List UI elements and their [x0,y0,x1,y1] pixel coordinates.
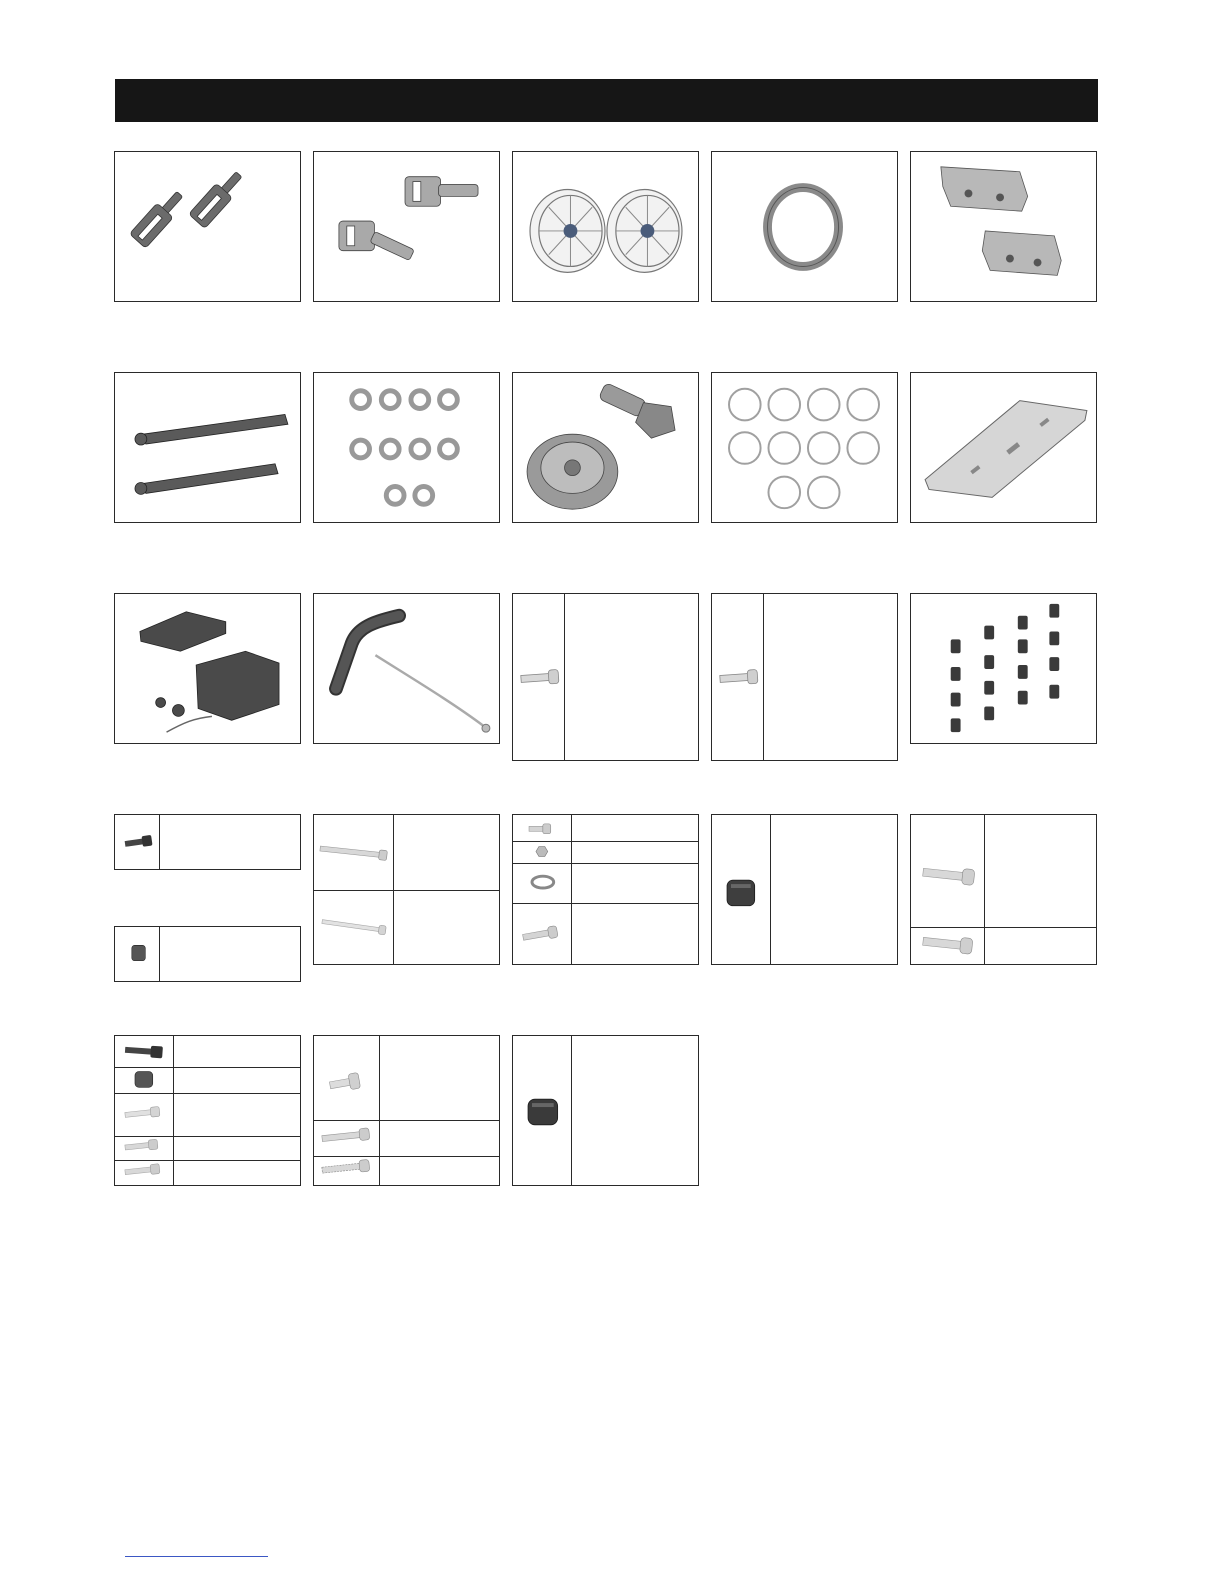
o-ring-icon [712,152,897,301]
footer-link[interactable] [125,1556,268,1557]
part-hardware-set-screw-small [114,926,301,982]
wheel-icon [513,152,698,301]
part-hardware-three [313,1035,500,1186]
chassis-plate-icon [911,373,1096,522]
part-hardware-long-screws [313,814,500,965]
part-hardware-set-screw-large [512,1035,699,1186]
screw-icon [712,594,897,760]
o-ring-set-icon [712,373,897,522]
drive-cup-icon [115,152,300,301]
set-screw-icon [911,594,1096,743]
gear-icon [513,373,698,522]
set-screw-icon [115,927,300,981]
battery-box-icon [115,594,300,743]
screw-pair-icon [911,815,1096,964]
screw-trio-icon [314,1036,499,1185]
part-exhaust-pipe [313,593,500,744]
set-screw-large-icon [513,1036,698,1185]
cap-screw-icon [115,815,300,869]
part-shim-set [313,372,500,523]
part-chassis-plate [910,372,1097,523]
part-axle-shaft-pair [114,372,301,523]
mixed-hardware-icon [513,815,698,964]
part-battery-box-set [114,593,301,744]
part-hardware-screws-two [910,814,1097,965]
part-hardware-mixed [512,814,699,965]
part-o-ring-set [711,372,898,523]
part-set-screw-pack [910,593,1097,744]
part-screw-single-a [512,593,699,761]
part-hardware-five [114,1035,301,1186]
part-screw-single-b [711,593,898,761]
section-header-bar [115,79,1098,122]
part-mount-block-pair [910,151,1097,302]
shim-icon [314,373,499,522]
exhaust-pipe-icon [314,594,499,743]
long-screw-icon [314,815,499,964]
part-o-ring [711,151,898,302]
mount-block-icon [911,152,1096,301]
part-drive-cup-pair-a [114,151,301,302]
part-hardware-cap-screw [114,814,301,870]
part-drive-cup-pair-b [313,151,500,302]
part-hardware-set-screw [711,814,898,965]
screw-icon [513,594,698,760]
part-diff-gear-set [512,372,699,523]
part-wheel-pair [512,151,699,302]
hardware-set-icon [115,1036,300,1185]
output-cup-icon [314,152,499,301]
set-screw-large-icon [712,815,897,964]
axle-shaft-icon [115,373,300,522]
